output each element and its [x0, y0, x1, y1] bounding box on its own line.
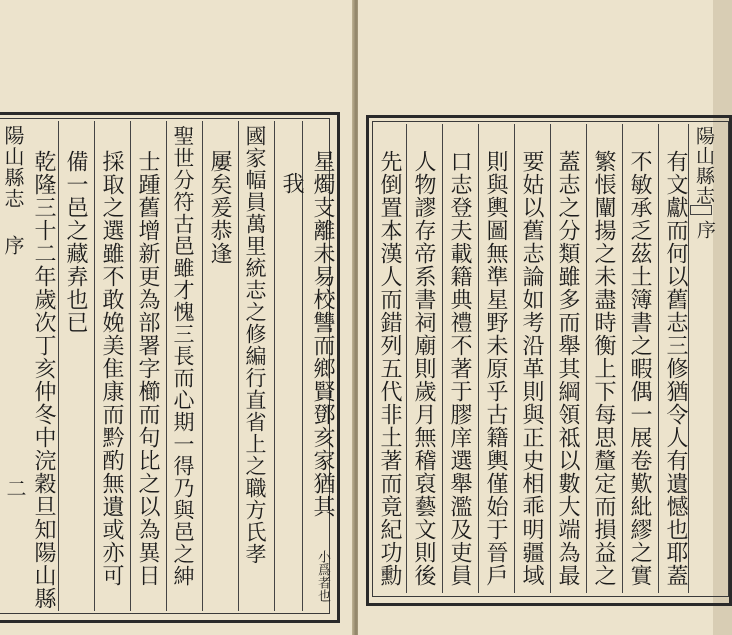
fish-tail-mark [690, 205, 712, 215]
column-rule [202, 121, 203, 611]
left-line-6: 士踵舊增新更為部署字櫛而句比之以為異日 [135, 150, 160, 587]
left-line-3: 國家幅員萬里統志之修編行直省上之職方氏孝 [243, 125, 267, 565]
left-header-title: 陽山縣志 [1, 125, 25, 209]
column-rule [130, 121, 131, 611]
right-line-4: 蓋志之分類雖多而舉其綱領祗以數大端為最 [555, 150, 580, 587]
right-line-1: 有文獻而何以舊志三修猶令人有遺憾也耶蓋 [663, 150, 688, 587]
right-line-6: 則與輿圖無準星野未原乎古籍輿僅始于晉戶 [483, 150, 508, 587]
right-header-title: 陽山縣志 [693, 126, 715, 206]
column-rule [688, 124, 689, 593]
left-line-4: 屢矣爰恭逢 [207, 150, 232, 265]
left-line-1: 星燭支離未易校讐而鄉賢鄧亥家猶其 [310, 150, 335, 518]
right-line-2: 不敏承乏茲土簿書之暇偶一展卷歎紕繆之實 [627, 150, 652, 587]
column-rule [586, 124, 587, 593]
left-line-8: 備一邑之藏弆也已 [63, 150, 88, 334]
left-line-9: 乾隆三十二年歲次丁亥仲冬中浣穀旦知陽山縣 [31, 150, 56, 610]
right-line-3: 繁悵闡揚之未盡時衡上下每思釐定而損益之 [591, 150, 616, 587]
left-annotation: 小爲者也 [315, 550, 330, 602]
column-rule [406, 124, 407, 593]
right-line-7: 口志登夫載籍典禮不著于膠庠選舉濫及吏員 [447, 150, 472, 587]
column-rule [58, 121, 59, 611]
column-rule [550, 124, 551, 593]
column-rule [442, 124, 443, 593]
left-header-suffix: 序 [1, 235, 25, 256]
column-rule [238, 121, 239, 611]
column-rule [274, 121, 275, 611]
column-rule [622, 124, 623, 593]
left-folio-number: 二 [3, 478, 27, 499]
right-page [358, 0, 716, 635]
left-line-2: 我 [279, 172, 304, 195]
column-rule [94, 121, 95, 611]
left-page [0, 0, 354, 635]
column-rule [514, 124, 515, 593]
right-line-9: 先倒置本漢人而錯列五代非土著而竟紀功勳 [377, 150, 402, 587]
column-rule [166, 121, 167, 611]
left-line-5: 聖世分符古邑雖才愧三長而心期一得乃與邑之紳 [171, 125, 195, 587]
right-header-suffix: 序 [694, 220, 716, 240]
column-rule [478, 124, 479, 593]
right-line-5: 要姑以舊志論如考沿革則與正史相乖明疆域 [519, 150, 544, 587]
column-rule [658, 124, 659, 593]
left-line-7: 採取之選雖不敢娩美隹康而黔酌無遺或亦可 [99, 150, 124, 587]
right-line-8: 人物謬存帝系書祠廟則歲月無稽裒藝文則後 [411, 150, 436, 587]
